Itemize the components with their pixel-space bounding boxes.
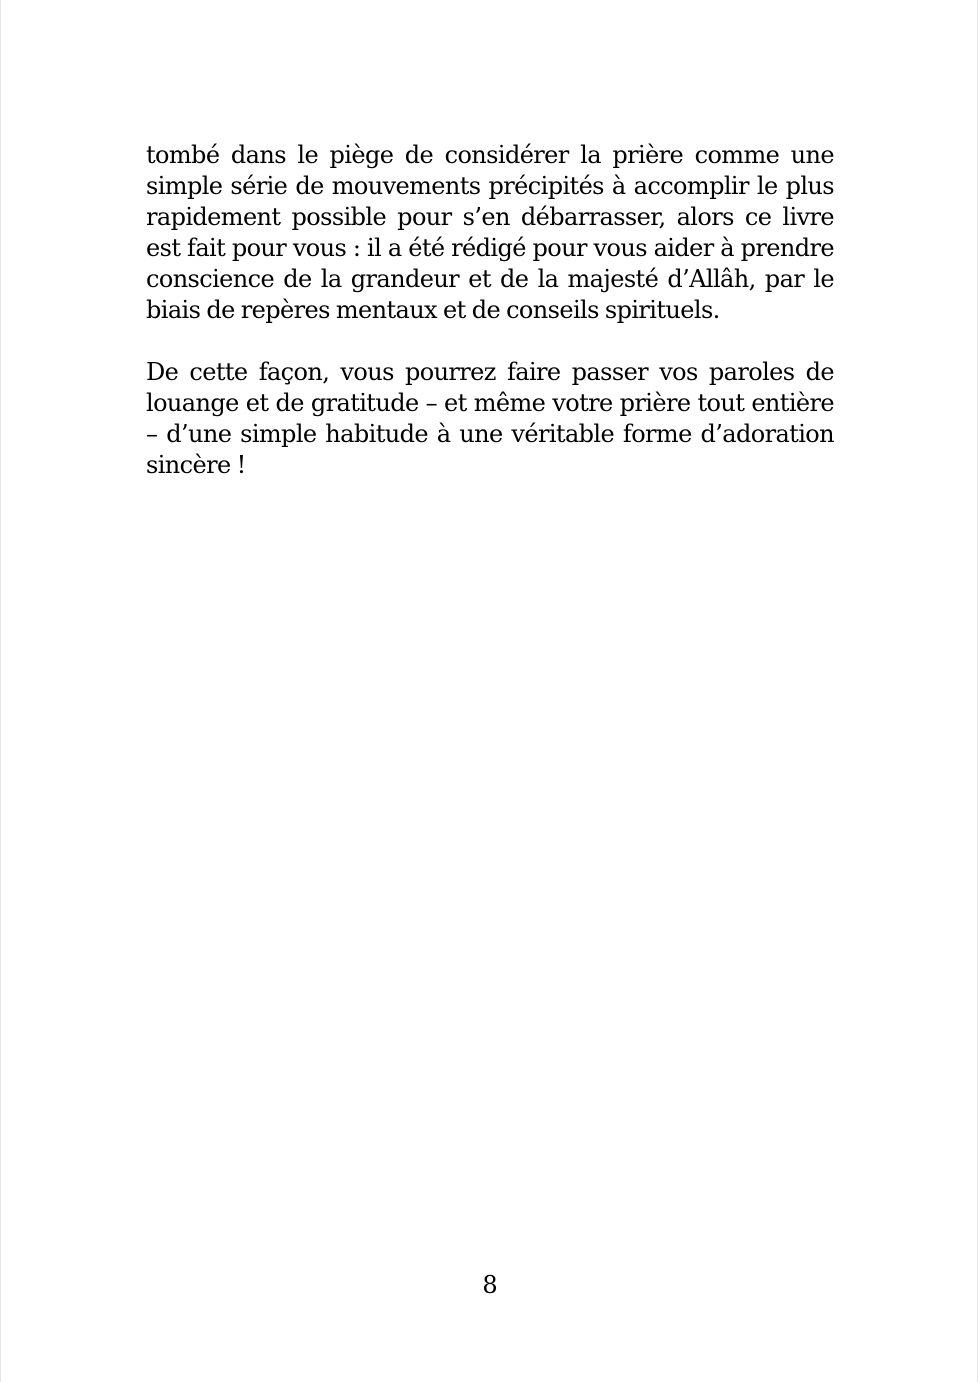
- page-number: 8: [482, 1271, 498, 1299]
- paragraph-1: tombé dans le piège de considérer la prière comme une simple série de mouvements précipités à accomplir le plus rapidement possible pour s’en débarrasser, alors ce livre est fait pour vous : il a été rédigé pour vous aider à prendre conscience de la grandeur et de la majesté d’Allâh, par le biais de repères mentaux et de conseils spirituels.: [146, 141, 834, 324]
- body-text: [146, 140, 834, 481]
- paragraph-2: De cette façon, vous pourrez faire passer vos paroles de louange et de gratitude – et même votre prière tout entière – d’une simple habitude à une véritable forme d’adoration sincère !: [146, 358, 834, 479]
